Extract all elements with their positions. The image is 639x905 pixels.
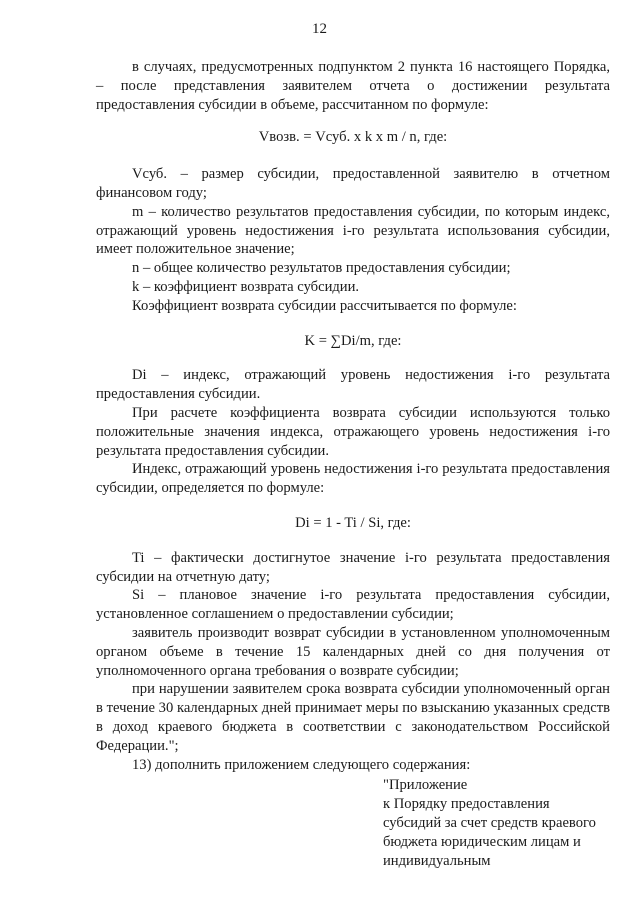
paragraph-coefficient-intro: Коэффициент возврата субсидии рассчитывается по формуле:	[132, 297, 517, 314]
paragraph-di-definition: Di – индекс, отражающий уровень недостижения i-го результата предоставления субсидии.	[96, 367, 610, 403]
paragraph-k-definition: k – коэффициент возврата субсидии.	[132, 278, 360, 295]
paragraph-si-definition: Si – плановое значение i-го результата предоставления субсидии, установленное соглашением о предоставлении субсидии;	[96, 587, 610, 623]
paragraph-refund-deadline: заявитель производит возврат субсидии в установленном уполномоченным органом объеме в течение 15 календарных дней со дня получения от уполномоченного органа требования о возврате субсидии;	[96, 624, 610, 679]
paragraph-positive-values: При расчете коэффициента возврата субсидии используются только положительные значения индекса, отражающего уровень недостижения i-го результата предоставления субсидии.	[96, 404, 610, 459]
formula-refund-volume: Vвозв. = Vсуб. x k x m / n, где:	[258, 129, 448, 146]
appendix-header	[383, 776, 610, 871]
appendix-line: индивидуальным	[383, 853, 491, 870]
paragraph-n-definition: n – общее количество результатов предоставления субсидии;	[132, 260, 511, 277]
paragraph-ti-definition: Ti – фактически достигнутое значение i-го результата предоставления субсидии на отчетную дату;	[96, 549, 610, 585]
paragraph-cases-clause: в случаях, предусмотренных подпунктом 2 пункта 16 настоящего Порядка, – после представления заявителем отчета о достижении результата предоставления субсидии в объеме, рассчитанном по формуле:	[96, 59, 610, 113]
formula-index: Di = 1 - Ti / Si, где:	[295, 514, 411, 531]
paragraph-violation-measures: при нарушении заявителем срока возврата субсидии уполномоченный орган в течение 30 календарных дней принимает меры по взысканию указанных средств в доход краевого бюджета в соответствии с законодательством Российской Федерации.";	[96, 681, 610, 754]
paragraph-vsub-definition: Vсуб. – размер субсидии, предоставленной заявителю в отчетном финансовом году;	[96, 166, 610, 201]
appendix-line: субсидий за счет средств краевого	[383, 815, 596, 832]
appendix-line: "Приложение	[383, 777, 468, 794]
appendix-line: к Порядку предоставления	[383, 796, 550, 813]
appendix-line: бюджета юридическим лицам и	[383, 834, 581, 851]
page-number: 12	[312, 21, 327, 37]
paragraph-index-intro: Индекс, отражающий уровень недостижения i-го результата предоставления субсидии, определяется по формуле:	[96, 461, 610, 497]
formula-coefficient: K = ∑Di/m, где:	[304, 332, 402, 349]
paragraph-m-definition: m – количество результатов предоставления субсидии, по которым индекс, отражающий уровень недостижения i-го результата использования субсидии, имеет положительное значение;	[96, 203, 610, 258]
paragraph-add-appendix: 13) дополнить приложением следующего содержания:	[132, 756, 471, 773]
document-body	[96, 58, 610, 871]
